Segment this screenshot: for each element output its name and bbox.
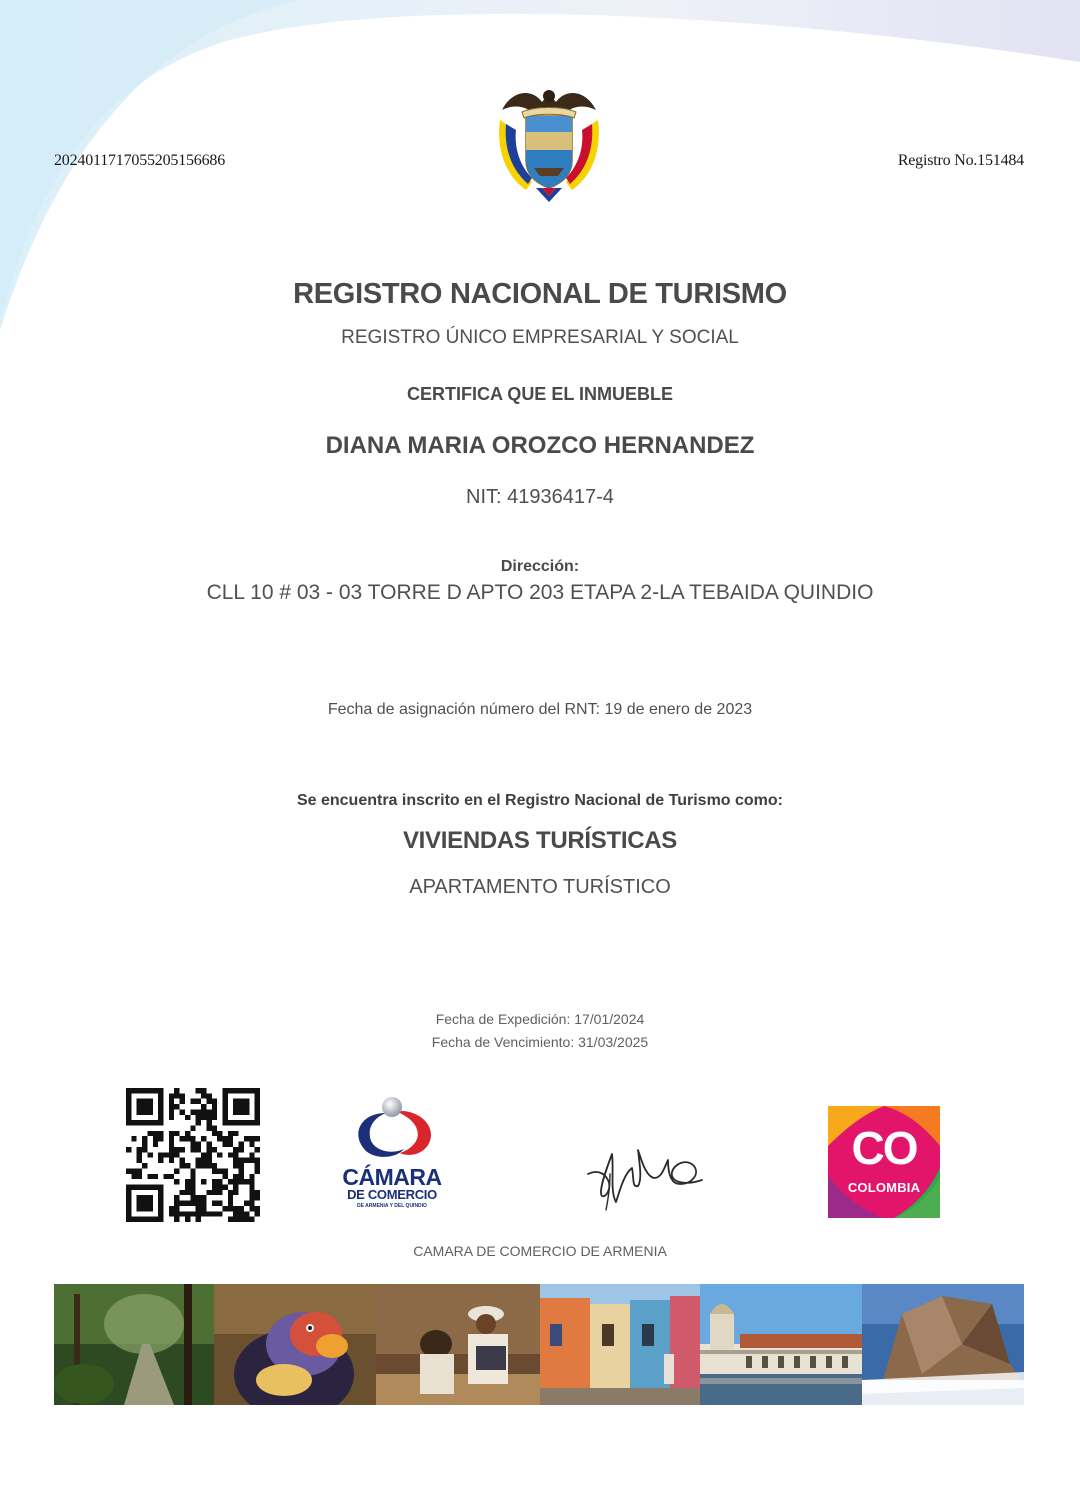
colombia-coat-of-arms-icon (492, 80, 606, 206)
owner-name: DIANA MARIA OROZCO HERNANDEZ (325, 432, 755, 459)
assignment-date: Fecha de asignación número del RNT: 19 de enero de 2023 (327, 701, 753, 718)
tourism-subcategory: APARTAMENTO TURÍSTICO (409, 876, 671, 898)
signature-icon (576, 1130, 710, 1216)
camara-caption: CAMARA DE COMERCIO DE ARMENIA (413, 1243, 667, 1259)
colonial-building-photo (700, 1284, 862, 1405)
address-label: Dirección: (500, 558, 580, 575)
certifica-label: CERTIFICA QUE EL INMUEBLE (406, 384, 673, 404)
address-value: CLL 10 # 03 - 03 TORRE D APTO 203 ETAPA 2-LA TEBAIDA QUINDIO (206, 581, 874, 604)
tourism-category: VIVIENDAS TURÍSTICAS (402, 827, 678, 854)
colombia-logo-text: COLOMBIA (847, 1180, 921, 1195)
qr-code-icon[interactable] (126, 1088, 260, 1222)
camara-swirl-icon (346, 1095, 438, 1165)
document-subtitle: REGISTRO ÚNICO EMPRESARIAL Y SOCIAL (341, 327, 739, 348)
camara-de-comercio-logo (336, 1095, 448, 1217)
photo-strip (54, 1284, 1024, 1405)
document-title: REGISTRO NACIONAL DE TURISMO (293, 278, 787, 310)
camara-logo-sub: DE COMERCIO (347, 1187, 437, 1202)
nit-number: NIT: 41936417-4 (466, 486, 614, 508)
issue-date: Fecha de Expedición: 17/01/2024 (435, 1011, 645, 1027)
colonial-street-photo (540, 1284, 700, 1405)
colombia-brand-logo (828, 1106, 940, 1218)
forest-path-photo (54, 1284, 214, 1405)
expiry-date: Fecha de Vencimiento: 31/03/2025 (431, 1034, 649, 1050)
colombia-logo-co: CO (851, 1122, 917, 1174)
certificate-code: 20240117170552051566​86 (54, 152, 226, 169)
inscrito-label: Se encuentra inscrito en el Registro Nacional de Turismo como: (296, 792, 784, 809)
rock-mountain-photo (862, 1284, 1024, 1405)
registro-number: Registro No.151484 (897, 152, 1024, 169)
camara-logo-tiny: DE ARMENIA Y DEL QUINDIO (357, 1203, 427, 1209)
king-vulture-photo (214, 1284, 376, 1405)
camara-logo-name: CÁMARA (342, 1164, 442, 1190)
musicians-photo (376, 1284, 540, 1405)
